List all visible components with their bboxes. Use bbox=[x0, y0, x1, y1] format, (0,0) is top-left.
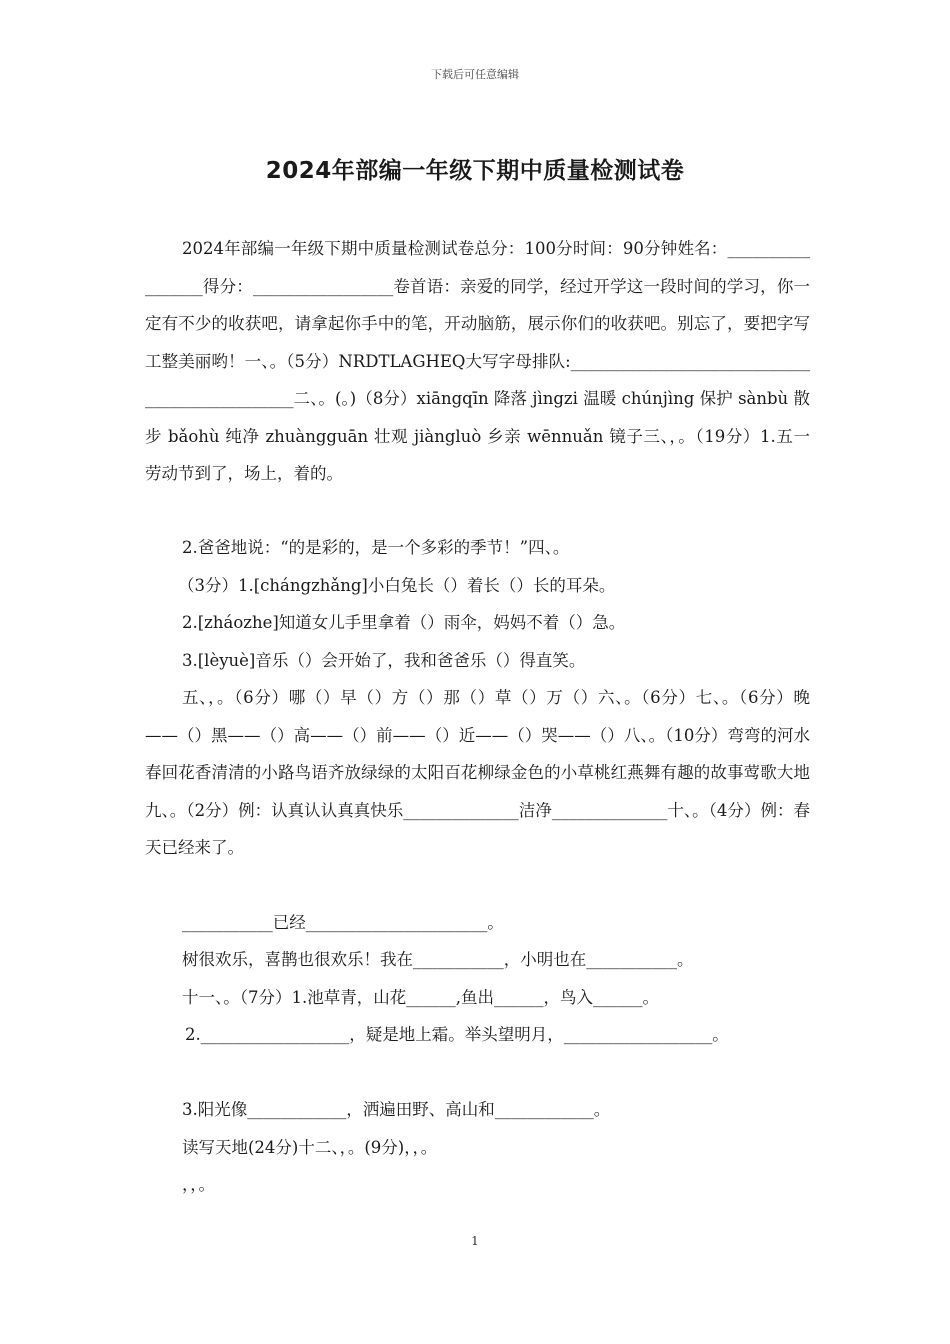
paragraph-line: ，，。 bbox=[182, 1175, 215, 1194]
page-number: 1 bbox=[471, 1234, 479, 1248]
paragraph-line: 2.[zháozhe]知道女儿手里拿着（）雨伞，妈妈不着（）急。 bbox=[182, 613, 626, 632]
paragraph-intro: 2024年部编一年级下期中质量检测试卷总分：100分时间：90分钟姓名：_________________得分：_________________卷首语：亲爱的同学，经过开学这一段时间的学习，你一定有不少的收获吧，请拿起你手中的笔，开动脑筋，展示你们的收获吧。别忘了，要把字写工整美丽哟！一、。（5分）NRDTLAGHEQ大写字母排队:_______________________________________________二、。(。)（8分）xiāngqīn 降落 jìngzi 温暖 chúnjìng 保护 sànbù 散步 bǎohù 纯净 zhuàngguān 壮观 jiàngluò 乡亲 wēnnuǎn 镜子三、，。（19分）1.五一劳动节到了，场上，着的。 bbox=[145, 239, 810, 483]
paragraph-line: 读写天地(24分)十二、，。(9分)，，。 bbox=[182, 1138, 438, 1157]
header-note: 下载后可任意编辑 bbox=[431, 68, 519, 81]
paragraph-line: 树很欢乐，喜鹊也很欢乐！我在___________，小明也在___________。 bbox=[182, 950, 694, 969]
paragraph-line: 2.__________________，疑是地上霜。举头望明月，__________________。 bbox=[185, 1025, 729, 1044]
paragraph-line: （3分）1.[chángzhǎng]小白兔长（）着长（）长的耳朵。 bbox=[178, 576, 616, 595]
paragraph-line: 3.[lèyuè]音乐（）会开始了，我和爸爸乐（）得直笑。 bbox=[182, 651, 586, 670]
paragraph-line: ___________已经______________________。 bbox=[182, 913, 504, 932]
document-title: 2024年部编一年级下期中质量检测试卷 bbox=[265, 158, 685, 184]
paragraph-exercises: 五、，。（6分）哪（）早（）方（）那（）草（）万（）六、。（6分）七、。（6分）晚——（）黑——（）高——（）前——（）近——（）哭——（）八、。（10分）弯弯的河水春回花香清清的小路鸟语齐放绿绿的太阳百花柳绿金色的小草桃红燕舞有趣的故事莺歌大地九、。（2分）例：认真认认真真快乐______________洁净______________十、。（4分）例：春天已经来了。 bbox=[145, 688, 810, 857]
paragraph-line: 3.阳光像____________，洒遍田野、高山和____________。 bbox=[182, 1100, 611, 1119]
paragraph-line: 十一、。（7分）1.池草青，山花______,鱼出______，鸟入______。 bbox=[182, 988, 659, 1007]
paragraph-line: 2.爸爸地说：“的是彩的，是一个多彩的季节！”四、。 bbox=[182, 538, 570, 557]
